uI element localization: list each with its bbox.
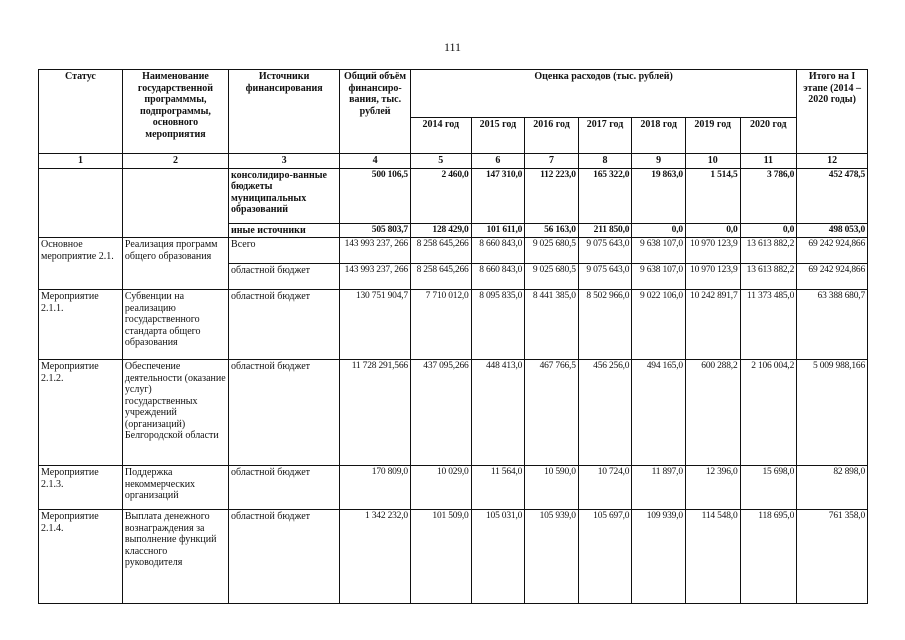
header-sources: Источники финансирования bbox=[229, 70, 340, 154]
year-cell: 101 509,0 bbox=[410, 510, 471, 604]
source-cell: консолидиро-ванные бюджеты муниципальных образований bbox=[229, 168, 340, 223]
status-cell bbox=[39, 168, 123, 238]
year-cell: 494 165,0 bbox=[632, 360, 686, 466]
year-cell: 12 396,0 bbox=[685, 466, 740, 510]
year-cell: 11 373 485,0 bbox=[740, 290, 797, 360]
year-cell: 467 766,5 bbox=[525, 360, 579, 466]
year-cell: 10 242 891,7 bbox=[685, 290, 740, 360]
year-cell: 8 095 835,0 bbox=[471, 290, 525, 360]
stage-total-cell: 63 388 680,7 bbox=[797, 290, 868, 360]
column-number: 10 bbox=[685, 154, 740, 169]
year-cell: 118 695,0 bbox=[740, 510, 797, 604]
year-cell: 0,0 bbox=[632, 223, 686, 238]
stage-total-cell: 82 898,0 bbox=[797, 466, 868, 510]
column-number: 2 bbox=[122, 154, 228, 169]
year-cell: 10 970 123,9 bbox=[685, 264, 740, 290]
table-row bbox=[39, 510, 868, 604]
year-cell: 8 258 645,266 bbox=[410, 264, 471, 290]
total-cell: 500 106,5 bbox=[340, 168, 411, 223]
status-cell: Мероприятие 2.1.4. bbox=[39, 510, 123, 604]
header-year: 2018 год bbox=[632, 118, 686, 154]
year-cell: 437 095,266 bbox=[410, 360, 471, 466]
year-cell: 1 514,5 bbox=[685, 168, 740, 223]
total-cell: 143 993 237, 266 bbox=[340, 238, 411, 264]
year-cell: 0,0 bbox=[685, 223, 740, 238]
column-number: 1 bbox=[39, 154, 123, 169]
year-cell: 9 075 643,0 bbox=[578, 264, 632, 290]
total-cell: 505 803,7 bbox=[340, 223, 411, 238]
source-cell: областной бюджет bbox=[229, 510, 340, 604]
table-row bbox=[39, 238, 868, 264]
year-cell: 128 429,0 bbox=[410, 223, 471, 238]
name-cell: Поддержка некоммерческих организаций bbox=[122, 466, 228, 510]
header-year: 2020 год bbox=[740, 118, 797, 154]
year-cell: 9 025 680,5 bbox=[525, 238, 579, 264]
column-number: 5 bbox=[410, 154, 471, 169]
name-cell bbox=[122, 168, 228, 238]
header-year: 2019 год bbox=[685, 118, 740, 154]
source-cell: иные источники bbox=[229, 223, 340, 238]
year-cell: 448 413,0 bbox=[471, 360, 525, 466]
status-cell: Мероприятие 2.1.2. bbox=[39, 360, 123, 466]
total-cell: 170 809,0 bbox=[340, 466, 411, 510]
year-cell: 101 611,0 bbox=[471, 223, 525, 238]
status-cell: Мероприятие 2.1.3. bbox=[39, 466, 123, 510]
table-row bbox=[39, 360, 868, 466]
year-cell: 56 163,0 bbox=[525, 223, 579, 238]
total-cell: 143 993 237, 266 bbox=[340, 264, 411, 290]
stage-total-cell: 69 242 924,866 bbox=[797, 238, 868, 264]
year-cell: 165 322,0 bbox=[578, 168, 632, 223]
column-number: 3 bbox=[229, 154, 340, 169]
stage-total-cell: 498 053,0 bbox=[797, 223, 868, 238]
year-cell: 11 564,0 bbox=[471, 466, 525, 510]
header-year: 2015 год bbox=[471, 118, 525, 154]
year-cell: 105 031,0 bbox=[471, 510, 525, 604]
expenditure-table bbox=[38, 69, 868, 604]
column-number: 8 bbox=[578, 154, 632, 169]
name-cell: Выплата денежного вознаграждения за выполнение функций классного руководителя bbox=[122, 510, 228, 604]
year-cell: 3 786,0 bbox=[740, 168, 797, 223]
year-cell: 105 939,0 bbox=[525, 510, 579, 604]
stage-total-cell: 5 009 988,166 bbox=[797, 360, 868, 466]
year-cell: 8 441 385,0 bbox=[525, 290, 579, 360]
column-number: 4 bbox=[340, 154, 411, 169]
total-cell: 130 751 904,7 bbox=[340, 290, 411, 360]
source-cell: областной бюджет bbox=[229, 466, 340, 510]
column-number: 6 bbox=[471, 154, 525, 169]
year-cell: 456 256,0 bbox=[578, 360, 632, 466]
year-cell: 10 724,0 bbox=[578, 466, 632, 510]
year-cell: 9 025 680,5 bbox=[525, 264, 579, 290]
header-year: 2014 год bbox=[410, 118, 471, 154]
total-cell: 1 342 232,0 bbox=[340, 510, 411, 604]
year-cell: 8 660 843,0 bbox=[471, 238, 525, 264]
total-cell: 11 728 291,566 bbox=[340, 360, 411, 466]
year-cell: 211 850,0 bbox=[578, 223, 632, 238]
source-cell: Всего bbox=[229, 238, 340, 264]
year-cell: 2 106 004,2 bbox=[740, 360, 797, 466]
name-cell: Реализация программ общего образования bbox=[122, 238, 228, 290]
year-cell: 19 863,0 bbox=[632, 168, 686, 223]
stage-total-cell: 452 478,5 bbox=[797, 168, 868, 223]
header-estimate: Оценка расходов (тыс. рублей) bbox=[410, 70, 796, 118]
source-cell: областной бюджет bbox=[229, 360, 340, 466]
stage-total-cell: 761 358,0 bbox=[797, 510, 868, 604]
year-cell: 10 590,0 bbox=[525, 466, 579, 510]
column-number: 9 bbox=[632, 154, 686, 169]
column-number-row bbox=[39, 154, 868, 169]
year-cell: 13 613 882,2 bbox=[740, 238, 797, 264]
year-cell: 114 548,0 bbox=[685, 510, 740, 604]
year-cell: 13 613 882,2 bbox=[740, 264, 797, 290]
year-cell: 10 029,0 bbox=[410, 466, 471, 510]
page-number: 111 bbox=[443, 40, 462, 54]
year-cell: 147 310,0 bbox=[471, 168, 525, 223]
year-cell: 0,0 bbox=[740, 223, 797, 238]
year-cell: 9 075 643,0 bbox=[578, 238, 632, 264]
status-cell: Основное мероприятие 2.1. bbox=[39, 238, 123, 290]
header-program-name: Наименование государственной программмы, подпрограммы, основного мероприятия bbox=[122, 70, 228, 154]
source-cell: областной бюджет bbox=[229, 290, 340, 360]
name-cell: Обеспечение деятельности (оказание услуг) государственных учреждений (организаций) Белгородской области bbox=[122, 360, 228, 466]
year-cell: 8 502 966,0 bbox=[578, 290, 632, 360]
year-cell: 10 970 123,9 bbox=[685, 238, 740, 264]
year-cell: 15 698,0 bbox=[740, 466, 797, 510]
source-cell: областной бюджет bbox=[229, 264, 340, 290]
year-cell: 8 258 645,266 bbox=[410, 238, 471, 264]
year-cell: 8 660 843,0 bbox=[471, 264, 525, 290]
header-total: Общий объём финансиро-вания, тыс. рублей bbox=[340, 70, 411, 154]
year-cell: 9 638 107,0 bbox=[632, 238, 686, 264]
header-status: Статус bbox=[39, 70, 123, 154]
header-year: 2016 год bbox=[525, 118, 579, 154]
year-cell: 11 897,0 bbox=[632, 466, 686, 510]
table-row bbox=[39, 290, 868, 360]
status-cell: Мероприятие 2.1.1. bbox=[39, 290, 123, 360]
year-cell: 7 710 012,0 bbox=[410, 290, 471, 360]
year-cell: 109 939,0 bbox=[632, 510, 686, 604]
stage-total-cell: 69 242 924,866 bbox=[797, 264, 868, 290]
column-number: 7 bbox=[525, 154, 579, 169]
column-number: 12 bbox=[797, 154, 868, 169]
year-cell: 105 697,0 bbox=[578, 510, 632, 604]
column-number: 11 bbox=[740, 154, 797, 169]
table-row bbox=[39, 466, 868, 510]
table-row bbox=[39, 168, 868, 223]
year-cell: 112 223,0 bbox=[525, 168, 579, 223]
header-year: 2017 год bbox=[578, 118, 632, 154]
year-cell: 9 638 107,0 bbox=[632, 264, 686, 290]
name-cell: Субвенции на реализацию государственного стандарта общего образования bbox=[122, 290, 228, 360]
year-cell: 9 022 106,0 bbox=[632, 290, 686, 360]
year-cell: 600 288,2 bbox=[685, 360, 740, 466]
header-stage-total: Итого на I этапе (2014 – 2020 годы) bbox=[797, 70, 868, 154]
year-cell: 2 460,0 bbox=[410, 168, 471, 223]
